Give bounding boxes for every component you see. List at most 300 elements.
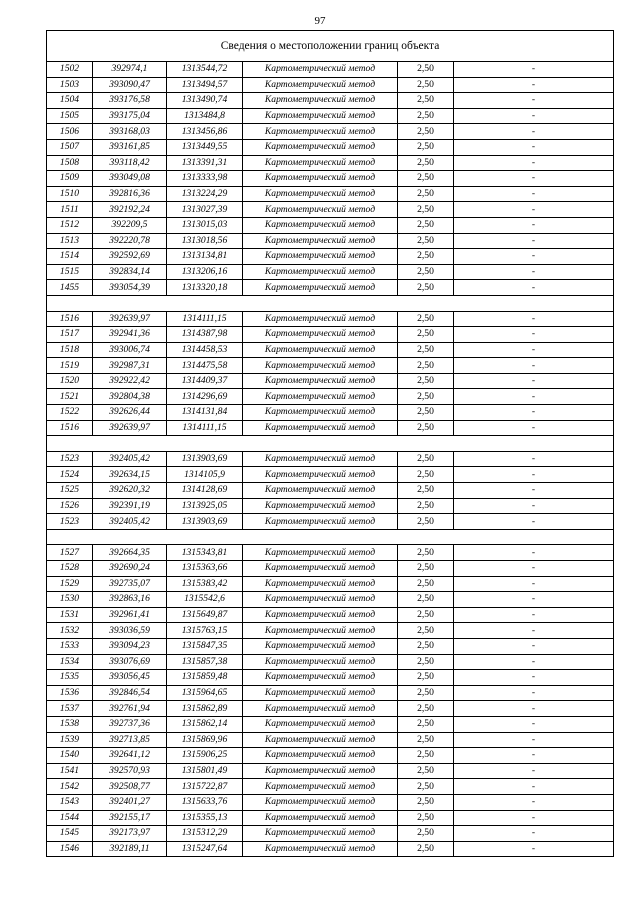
accuracy-cell: 2,50 (398, 451, 454, 467)
accuracy-cell: 2,50 (398, 794, 454, 810)
description-cell: - (454, 327, 614, 343)
coord-y-cell: 1313449,55 (167, 139, 243, 155)
table-row (47, 561, 614, 577)
method-cell: Картометрический метод (243, 483, 398, 499)
description-cell: - (454, 592, 614, 608)
accuracy-cell: 2,50 (398, 108, 454, 124)
point-number-cell: 1519 (47, 358, 93, 374)
coord-y-cell: 1313903,69 (167, 451, 243, 467)
page-number: 97 (314, 15, 326, 27)
accuracy-cell: 2,50 (398, 576, 454, 592)
coord-x-cell: 393090,47 (93, 77, 167, 93)
point-number-cell: 1529 (47, 576, 93, 592)
point-number-cell: 1543 (47, 794, 93, 810)
table-row (47, 233, 614, 249)
coord-y-cell: 1314475,58 (167, 358, 243, 374)
accuracy-cell: 2,50 (398, 249, 454, 265)
description-cell: - (454, 561, 614, 577)
coord-y-cell: 1314105,9 (167, 467, 243, 483)
point-number-cell: 1539 (47, 732, 93, 748)
description-cell: - (454, 373, 614, 389)
method-cell: Картометрический метод (243, 701, 398, 717)
method-cell: Картометрический метод (243, 841, 398, 857)
coord-x-cell: 392209,5 (93, 217, 167, 233)
point-number-cell: 1537 (47, 701, 93, 717)
point-number-cell: 1502 (47, 62, 93, 78)
table-row (47, 654, 614, 670)
coord-x-cell: 392641,12 (93, 748, 167, 764)
table-row (47, 826, 614, 842)
point-number-cell: 1538 (47, 716, 93, 732)
method-cell: Картометрический метод (243, 171, 398, 187)
coord-y-cell: 1313494,57 (167, 77, 243, 93)
method-cell: Картометрический метод (243, 607, 398, 623)
table-row (47, 373, 614, 389)
description-cell: - (454, 358, 614, 374)
coord-x-cell: 392737,36 (93, 716, 167, 732)
coord-x-cell: 392620,32 (93, 483, 167, 499)
method-cell: Картометрический метод (243, 108, 398, 124)
method-cell: Картометрический метод (243, 202, 398, 218)
point-number-cell: 1531 (47, 607, 93, 623)
group-separator-row (47, 436, 614, 452)
method-cell: Картометрический метод (243, 545, 398, 561)
description-cell: - (454, 124, 614, 140)
coord-y-cell: 1315355,13 (167, 810, 243, 826)
table-row (47, 358, 614, 374)
point-number-cell: 1521 (47, 389, 93, 405)
point-number-cell: 1512 (47, 217, 93, 233)
method-cell: Картометрический метод (243, 763, 398, 779)
coord-x-cell: 392735,07 (93, 576, 167, 592)
coord-y-cell: 1313544,72 (167, 62, 243, 78)
table-row (47, 186, 614, 202)
accuracy-cell: 2,50 (398, 280, 454, 296)
accuracy-cell: 2,50 (398, 217, 454, 233)
accuracy-cell: 2,50 (398, 514, 454, 530)
coord-x-cell: 392508,77 (93, 779, 167, 795)
point-number-cell: 1544 (47, 810, 93, 826)
boundary-table-container (46, 30, 613, 857)
point-number-cell: 1530 (47, 592, 93, 608)
coord-y-cell: 1313903,69 (167, 514, 243, 530)
coord-y-cell: 1315859,48 (167, 670, 243, 686)
description-cell: - (454, 420, 614, 436)
point-number-cell: 1510 (47, 186, 93, 202)
accuracy-cell: 2,50 (398, 763, 454, 779)
method-cell: Картометрический метод (243, 654, 398, 670)
coord-y-cell: 1313333,98 (167, 171, 243, 187)
description-cell: - (454, 498, 614, 514)
point-number-cell: 1503 (47, 77, 93, 93)
coord-y-cell: 1313018,56 (167, 233, 243, 249)
table-row (47, 405, 614, 421)
table-body (47, 62, 614, 857)
table-row (47, 217, 614, 233)
point-number-cell: 1508 (47, 155, 93, 171)
accuracy-cell: 2,50 (398, 483, 454, 499)
method-cell: Картометрический метод (243, 716, 398, 732)
table-row (47, 810, 614, 826)
description-cell: - (454, 233, 614, 249)
accuracy-cell: 2,50 (398, 311, 454, 327)
coord-y-cell: 1313925,05 (167, 498, 243, 514)
coord-y-cell: 1315869,96 (167, 732, 243, 748)
method-cell: Картометрический метод (243, 779, 398, 795)
coord-x-cell: 392189,11 (93, 841, 167, 857)
coord-x-cell: 392173,97 (93, 826, 167, 842)
point-number-cell: 1540 (47, 748, 93, 764)
coord-x-cell: 392961,41 (93, 607, 167, 623)
description-cell: - (454, 171, 614, 187)
coord-x-cell: 393076,69 (93, 654, 167, 670)
accuracy-cell: 2,50 (398, 139, 454, 155)
coord-x-cell: 393118,42 (93, 155, 167, 171)
coord-x-cell: 393054,39 (93, 280, 167, 296)
coord-y-cell: 1314409,37 (167, 373, 243, 389)
point-number-cell: 1528 (47, 561, 93, 577)
coord-x-cell: 392816,36 (93, 186, 167, 202)
method-cell: Картометрический метод (243, 810, 398, 826)
coord-y-cell: 1315906,25 (167, 748, 243, 764)
method-cell: Картометрический метод (243, 77, 398, 93)
description-cell: - (454, 467, 614, 483)
table-row (47, 342, 614, 358)
accuracy-cell: 2,50 (398, 467, 454, 483)
coord-y-cell: 1315343,81 (167, 545, 243, 561)
description-cell: - (454, 607, 614, 623)
table-row (47, 483, 614, 499)
coord-y-cell: 1315633,76 (167, 794, 243, 810)
description-cell: - (454, 623, 614, 639)
coord-y-cell: 1313134,81 (167, 249, 243, 265)
description-cell: - (454, 108, 614, 124)
coord-x-cell: 392713,85 (93, 732, 167, 748)
coord-x-cell: 392863,16 (93, 592, 167, 608)
coord-x-cell: 392987,31 (93, 358, 167, 374)
coord-x-cell: 392846,54 (93, 685, 167, 701)
accuracy-cell: 2,50 (398, 592, 454, 608)
point-number-cell: 1522 (47, 405, 93, 421)
method-cell: Картометрический метод (243, 405, 398, 421)
method-cell: Картометрический метод (243, 389, 398, 405)
coord-x-cell: 392570,93 (93, 763, 167, 779)
coord-y-cell: 1313015,03 (167, 217, 243, 233)
coord-x-cell: 392634,15 (93, 467, 167, 483)
coord-x-cell: 392664,35 (93, 545, 167, 561)
method-cell: Картометрический метод (243, 217, 398, 233)
method-cell: Картометрический метод (243, 794, 398, 810)
description-cell: - (454, 264, 614, 280)
point-number-cell: 1505 (47, 108, 93, 124)
accuracy-cell: 2,50 (398, 186, 454, 202)
description-cell: - (454, 545, 614, 561)
coord-y-cell: 1313320,18 (167, 280, 243, 296)
accuracy-cell: 2,50 (398, 233, 454, 249)
method-cell: Картометрический метод (243, 592, 398, 608)
point-number-cell: 1518 (47, 342, 93, 358)
coord-y-cell: 1315801,49 (167, 763, 243, 779)
group-separator-row (47, 529, 614, 545)
method-cell: Картометрический метод (243, 155, 398, 171)
table-row (47, 280, 614, 296)
description-cell: - (454, 77, 614, 93)
point-number-cell: 1516 (47, 311, 93, 327)
table-row (47, 93, 614, 109)
method-cell: Картометрический метод (243, 623, 398, 639)
description-cell: - (454, 763, 614, 779)
method-cell: Картометрический метод (243, 748, 398, 764)
table-row (47, 77, 614, 93)
description-cell: - (454, 514, 614, 530)
description-cell: - (454, 155, 614, 171)
accuracy-cell: 2,50 (398, 124, 454, 140)
method-cell: Картометрический метод (243, 420, 398, 436)
method-cell: Картометрический метод (243, 233, 398, 249)
accuracy-cell: 2,50 (398, 561, 454, 577)
group-separator-row (47, 295, 614, 311)
description-cell: - (454, 405, 614, 421)
point-number-cell: 1504 (47, 93, 93, 109)
coord-y-cell: 1314111,15 (167, 311, 243, 327)
method-cell: Картометрический метод (243, 264, 398, 280)
description-cell: - (454, 249, 614, 265)
description-cell: - (454, 794, 614, 810)
method-cell: Картометрический метод (243, 561, 398, 577)
coord-y-cell: 1313490,74 (167, 93, 243, 109)
coord-y-cell: 1315964,65 (167, 685, 243, 701)
method-cell: Картометрический метод (243, 638, 398, 654)
coord-x-cell: 392391,19 (93, 498, 167, 514)
coord-x-cell: 393056,45 (93, 670, 167, 686)
table-row (47, 670, 614, 686)
method-cell: Картометрический метод (243, 498, 398, 514)
coord-x-cell: 393168,03 (93, 124, 167, 140)
point-number-cell: 1545 (47, 826, 93, 842)
separator-cell (47, 295, 614, 311)
description-cell: - (454, 638, 614, 654)
accuracy-cell: 2,50 (398, 638, 454, 654)
accuracy-cell: 2,50 (398, 373, 454, 389)
coord-y-cell: 1315857,38 (167, 654, 243, 670)
table-row (47, 685, 614, 701)
point-number-cell: 1515 (47, 264, 93, 280)
description-cell: - (454, 280, 614, 296)
table-row (47, 732, 614, 748)
description-cell: - (454, 311, 614, 327)
table-row (47, 202, 614, 218)
coord-y-cell: 1315763,15 (167, 623, 243, 639)
accuracy-cell: 2,50 (398, 826, 454, 842)
coord-x-cell: 393094,23 (93, 638, 167, 654)
method-cell: Картометрический метод (243, 280, 398, 296)
description-cell: - (454, 451, 614, 467)
description-cell: - (454, 779, 614, 795)
method-cell: Картометрический метод (243, 514, 398, 530)
description-cell: - (454, 202, 614, 218)
table-row (47, 327, 614, 343)
accuracy-cell: 2,50 (398, 342, 454, 358)
coord-x-cell: 392401,27 (93, 794, 167, 810)
coord-y-cell: 1315847,35 (167, 638, 243, 654)
table-row (47, 748, 614, 764)
description-cell: - (454, 701, 614, 717)
boundary-coordinates-table (46, 30, 614, 857)
accuracy-cell: 2,50 (398, 62, 454, 78)
accuracy-cell: 2,50 (398, 498, 454, 514)
coord-x-cell: 392639,97 (93, 311, 167, 327)
point-number-cell: 1542 (47, 779, 93, 795)
coord-y-cell: 1314131,84 (167, 405, 243, 421)
table-row (47, 498, 614, 514)
point-number-cell: 1524 (47, 467, 93, 483)
accuracy-cell: 2,50 (398, 420, 454, 436)
description-cell: - (454, 685, 614, 701)
table-row (47, 62, 614, 78)
accuracy-cell: 2,50 (398, 327, 454, 343)
point-number-cell: 1517 (47, 327, 93, 343)
coord-y-cell: 1315722,87 (167, 779, 243, 795)
accuracy-cell: 2,50 (398, 670, 454, 686)
description-cell: - (454, 716, 614, 732)
accuracy-cell: 2,50 (398, 358, 454, 374)
coord-y-cell: 1315247,64 (167, 841, 243, 857)
method-cell: Картометрический метод (243, 342, 398, 358)
table-row (47, 139, 614, 155)
point-number-cell: 1541 (47, 763, 93, 779)
coord-y-cell: 1314296,69 (167, 389, 243, 405)
method-cell: Картометрический метод (243, 467, 398, 483)
coord-y-cell: 1313391,31 (167, 155, 243, 171)
point-number-cell: 1511 (47, 202, 93, 218)
coord-y-cell: 1314111,15 (167, 420, 243, 436)
method-cell: Картометрический метод (243, 685, 398, 701)
separator-cell (47, 529, 614, 545)
table-row (47, 311, 614, 327)
coord-x-cell: 392639,97 (93, 420, 167, 436)
coord-x-cell: 393006,74 (93, 342, 167, 358)
description-cell: - (454, 748, 614, 764)
table-row (47, 389, 614, 405)
point-number-cell: 1513 (47, 233, 93, 249)
accuracy-cell: 2,50 (398, 701, 454, 717)
coord-x-cell: 392761,94 (93, 701, 167, 717)
table-row (47, 108, 614, 124)
accuracy-cell: 2,50 (398, 202, 454, 218)
coord-y-cell: 1313224,29 (167, 186, 243, 202)
coord-y-cell: 1315649,87 (167, 607, 243, 623)
accuracy-cell: 2,50 (398, 77, 454, 93)
description-cell: - (454, 826, 614, 842)
point-number-cell: 1536 (47, 685, 93, 701)
accuracy-cell: 2,50 (398, 748, 454, 764)
description-cell: - (454, 732, 614, 748)
point-number-cell: 1516 (47, 420, 93, 436)
table-row (47, 264, 614, 280)
description-cell: - (454, 342, 614, 358)
table-row (47, 638, 614, 654)
point-number-cell: 1523 (47, 451, 93, 467)
method-cell: Картометрический метод (243, 311, 398, 327)
table-row (47, 841, 614, 857)
coord-y-cell: 1315542,6 (167, 592, 243, 608)
point-number-cell: 1520 (47, 373, 93, 389)
coord-x-cell: 392922,42 (93, 373, 167, 389)
method-cell: Картометрический метод (243, 451, 398, 467)
method-cell: Картометрический метод (243, 93, 398, 109)
table-row (47, 171, 614, 187)
coord-x-cell: 392626,44 (93, 405, 167, 421)
coord-y-cell: 1313027,39 (167, 202, 243, 218)
description-cell: - (454, 483, 614, 499)
table-row (47, 623, 614, 639)
accuracy-cell: 2,50 (398, 405, 454, 421)
coord-x-cell: 393161,85 (93, 139, 167, 155)
table-row (47, 576, 614, 592)
accuracy-cell: 2,50 (398, 389, 454, 405)
table-row (47, 607, 614, 623)
point-number-cell: 1535 (47, 670, 93, 686)
method-cell: Картометрический метод (243, 576, 398, 592)
table-row (47, 124, 614, 140)
coord-y-cell: 1314128,69 (167, 483, 243, 499)
coord-x-cell: 393036,59 (93, 623, 167, 639)
accuracy-cell: 2,50 (398, 171, 454, 187)
table-row (47, 763, 614, 779)
coord-y-cell: 1315383,42 (167, 576, 243, 592)
accuracy-cell: 2,50 (398, 545, 454, 561)
table-row (47, 420, 614, 436)
table-row (47, 249, 614, 265)
coord-x-cell: 392941,36 (93, 327, 167, 343)
table-row (47, 701, 614, 717)
accuracy-cell: 2,50 (398, 155, 454, 171)
method-cell: Картометрический метод (243, 139, 398, 155)
point-number-cell: 1534 (47, 654, 93, 670)
method-cell: Картометрический метод (243, 186, 398, 202)
method-cell: Картометрический метод (243, 62, 398, 78)
coord-x-cell: 392804,38 (93, 389, 167, 405)
coord-y-cell: 1313456,86 (167, 124, 243, 140)
point-number-cell: 1526 (47, 498, 93, 514)
description-cell: - (454, 810, 614, 826)
coord-y-cell: 1315312,29 (167, 826, 243, 842)
coord-x-cell: 392155,17 (93, 810, 167, 826)
table-row (47, 794, 614, 810)
method-cell: Картометрический метод (243, 826, 398, 842)
table-row (47, 155, 614, 171)
coord-x-cell: 392405,42 (93, 514, 167, 530)
point-number-cell: 1523 (47, 514, 93, 530)
coord-y-cell: 1315862,14 (167, 716, 243, 732)
table-row (47, 592, 614, 608)
description-cell: - (454, 654, 614, 670)
point-number-cell: 1532 (47, 623, 93, 639)
table-row (47, 716, 614, 732)
point-number-cell: 1507 (47, 139, 93, 155)
coord-x-cell: 392192,24 (93, 202, 167, 218)
method-cell: Картометрический метод (243, 124, 398, 140)
method-cell: Картометрический метод (243, 327, 398, 343)
description-cell: - (454, 217, 614, 233)
accuracy-cell: 2,50 (398, 779, 454, 795)
coord-x-cell: 392974,1 (93, 62, 167, 78)
coord-x-cell: 393049,08 (93, 171, 167, 187)
accuracy-cell: 2,50 (398, 685, 454, 701)
accuracy-cell: 2,50 (398, 607, 454, 623)
description-cell: - (454, 389, 614, 405)
accuracy-cell: 2,50 (398, 93, 454, 109)
